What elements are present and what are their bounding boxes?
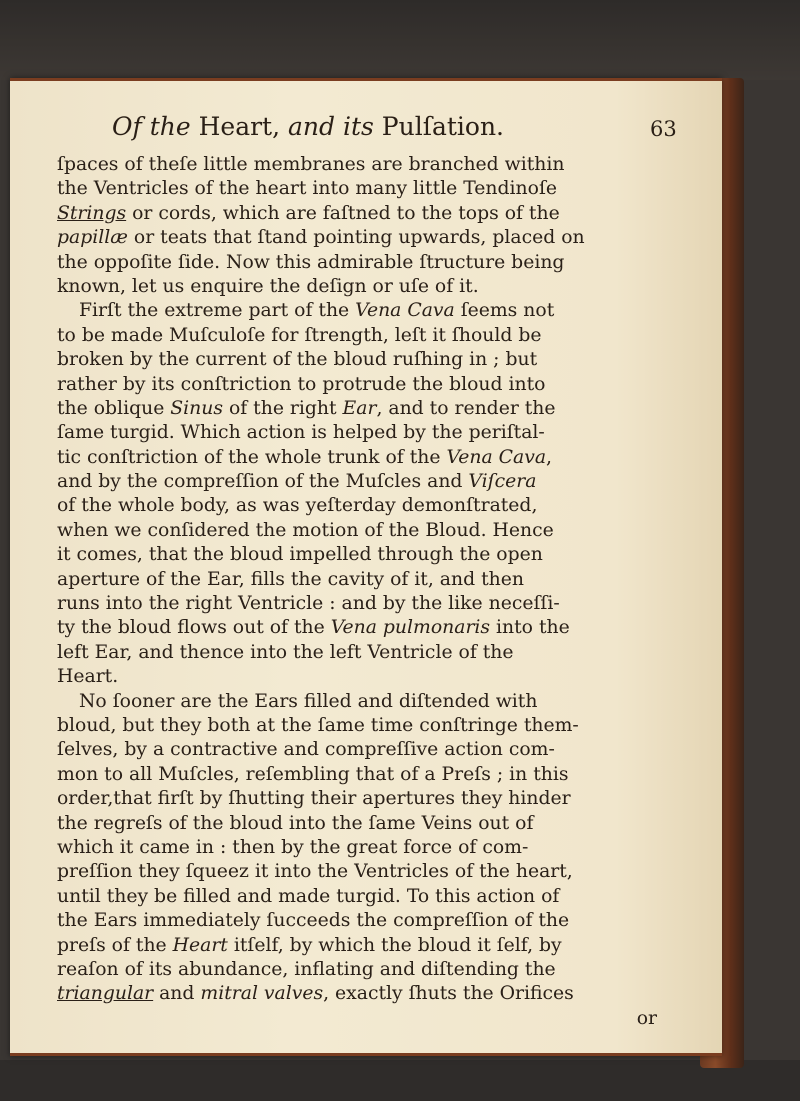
text-segment: Heart xyxy=(172,934,228,956)
text-segment: Firſt the extreme part of the xyxy=(79,300,356,322)
text-segment: mitral valves xyxy=(200,983,324,1005)
text-line xyxy=(57,519,697,543)
text-segment: of the right xyxy=(222,397,343,419)
text-segment: the regreſs of the bloud into the ſame Veins out of xyxy=(57,812,534,834)
header-title-part: Of the xyxy=(112,112,199,141)
text-segment: when we conſidered the motion of the Bloud. Hence xyxy=(57,519,554,541)
text-segment: Heart. xyxy=(57,666,119,688)
text-segment: known, let us enquire the deſign or uſe of it. xyxy=(57,275,479,297)
page-number: 63 xyxy=(650,117,677,141)
text-segment: the oppoſite ſide. Now this admirable ſtructure being xyxy=(57,251,565,273)
body-text xyxy=(57,153,697,1031)
background-top xyxy=(0,0,800,80)
text-line xyxy=(57,348,697,372)
text-line xyxy=(57,616,697,640)
text-segment: triangular xyxy=(57,983,154,1005)
text-segment: ty the bloud flows out of the xyxy=(57,617,331,639)
header-title-part: Heart, xyxy=(198,112,288,141)
text-line xyxy=(57,421,697,445)
text-segment: papillæ xyxy=(57,227,128,249)
text-line xyxy=(57,860,697,884)
text-segment: , and to render the xyxy=(376,397,556,419)
text-line xyxy=(57,153,697,177)
text-segment: itſelf, by which the bloud it ſelf, by xyxy=(227,934,562,956)
text-segment: preſs of the xyxy=(57,934,173,956)
text-line xyxy=(57,543,697,567)
text-segment: to be made Muſculoſe for ſtrength, leſt it ſhould be xyxy=(57,324,542,346)
text-segment: Ear xyxy=(342,397,377,419)
text-segment: Sinus xyxy=(170,397,223,419)
text-segment: which it came in : then by the great force of com- xyxy=(57,836,529,858)
text-line xyxy=(57,568,697,592)
text-segment: or teats that ſtand pointing upwards, placed on xyxy=(127,227,585,249)
text-segment: or cords, which are faſtned to the tops of the xyxy=(126,202,560,224)
text-segment: order,that firſt by ſhutting their apertures they hinder xyxy=(57,788,571,810)
text-line xyxy=(57,934,697,958)
text-line xyxy=(57,836,697,860)
text-segment: the Ears immediately ſucceeds the compreſſion of the xyxy=(57,910,570,932)
text-segment: ſame turgid. Which action is helped by the periſtal- xyxy=(57,422,545,444)
text-segment: and xyxy=(153,983,201,1005)
catchword: or xyxy=(636,1007,657,1029)
text-line xyxy=(57,177,697,201)
text-segment: runs into the right Ventricle : and by the like neceſſi- xyxy=(57,593,560,615)
text-segment: ſelves, by a contractive and compreſſive action com- xyxy=(57,739,555,761)
text-segment: broken by the current of the bloud ruſhing in ; but xyxy=(57,349,538,371)
text-line xyxy=(57,714,697,738)
text-line xyxy=(57,690,697,714)
text-segment: ſpaces of theſe little membranes are branched within xyxy=(57,154,565,175)
text-line xyxy=(57,592,697,616)
text-segment: mon to all Muſcles, reſembling that of a Preſs ; in this xyxy=(57,763,569,785)
text-line xyxy=(57,812,697,836)
text-segment: No ſooner are the Ears filled and diſtended with xyxy=(79,690,538,712)
text-segment: ſeems not xyxy=(454,300,555,322)
text-segment: and by the compreſſion of the Muſcles and xyxy=(57,471,469,493)
text-line xyxy=(57,299,697,323)
text-line xyxy=(57,641,697,665)
text-segment: Viſcera xyxy=(468,471,537,493)
text-segment: of the whole body, as was yeſterday demonſtrated, xyxy=(57,495,538,517)
text-segment: the Ventricles of the heart into many little Tendinoſe xyxy=(57,178,558,200)
text-segment: , xyxy=(546,446,553,468)
text-segment: into the xyxy=(490,617,570,639)
text-segment: aperture of the Ear, fills the cavity of it, and then xyxy=(57,568,524,590)
text-segment: the oblique xyxy=(57,397,171,419)
text-segment: Strings xyxy=(57,202,127,224)
text-segment: until they be filled and made turgid. To this action of xyxy=(57,885,560,907)
text-segment: , exactly ſhuts the Orifices xyxy=(323,983,574,1005)
text-line xyxy=(57,909,697,933)
text-line xyxy=(57,373,697,397)
text-line xyxy=(57,982,697,1006)
text-segment: Vena Cava xyxy=(355,300,455,322)
header-title-part: Pulſation. xyxy=(381,112,504,141)
text-segment: it comes, that the bloud impelled through the open xyxy=(57,544,543,566)
text-segment: rather by its conſtriction to protrude the bloud into xyxy=(57,373,546,395)
text-line xyxy=(57,226,697,250)
text-line xyxy=(57,251,697,275)
background-bottom xyxy=(0,1060,800,1101)
text-line xyxy=(57,738,697,762)
text-line xyxy=(57,665,697,689)
text-line xyxy=(57,763,697,787)
text-line xyxy=(57,958,697,982)
text-line xyxy=(57,787,697,811)
text-segment: bloud, but they both at the ſame time conſtringe them- xyxy=(57,714,579,736)
text-line xyxy=(57,470,697,494)
text-line xyxy=(57,885,697,909)
text-line xyxy=(57,397,697,421)
text-line xyxy=(57,494,697,518)
text-segment: preſſion they ſqueez it into the Ventricles of the heart, xyxy=(57,861,573,883)
running-header xyxy=(112,112,602,156)
text-segment: left Ear, and thence into the left Ventricle of the xyxy=(57,641,514,663)
text-segment: tic conſtriction of the whole trunk of the xyxy=(57,446,447,468)
text-line xyxy=(57,202,697,226)
text-segment: Vena pulmonaris xyxy=(330,617,491,639)
text-line xyxy=(57,324,697,348)
header-title-part: and its xyxy=(288,112,382,141)
text-line xyxy=(57,446,697,470)
text-segment: reaſon of its abundance, inflating and diſtending the xyxy=(57,958,556,980)
text-segment: Vena Cava xyxy=(446,446,547,468)
text-line xyxy=(57,275,697,299)
